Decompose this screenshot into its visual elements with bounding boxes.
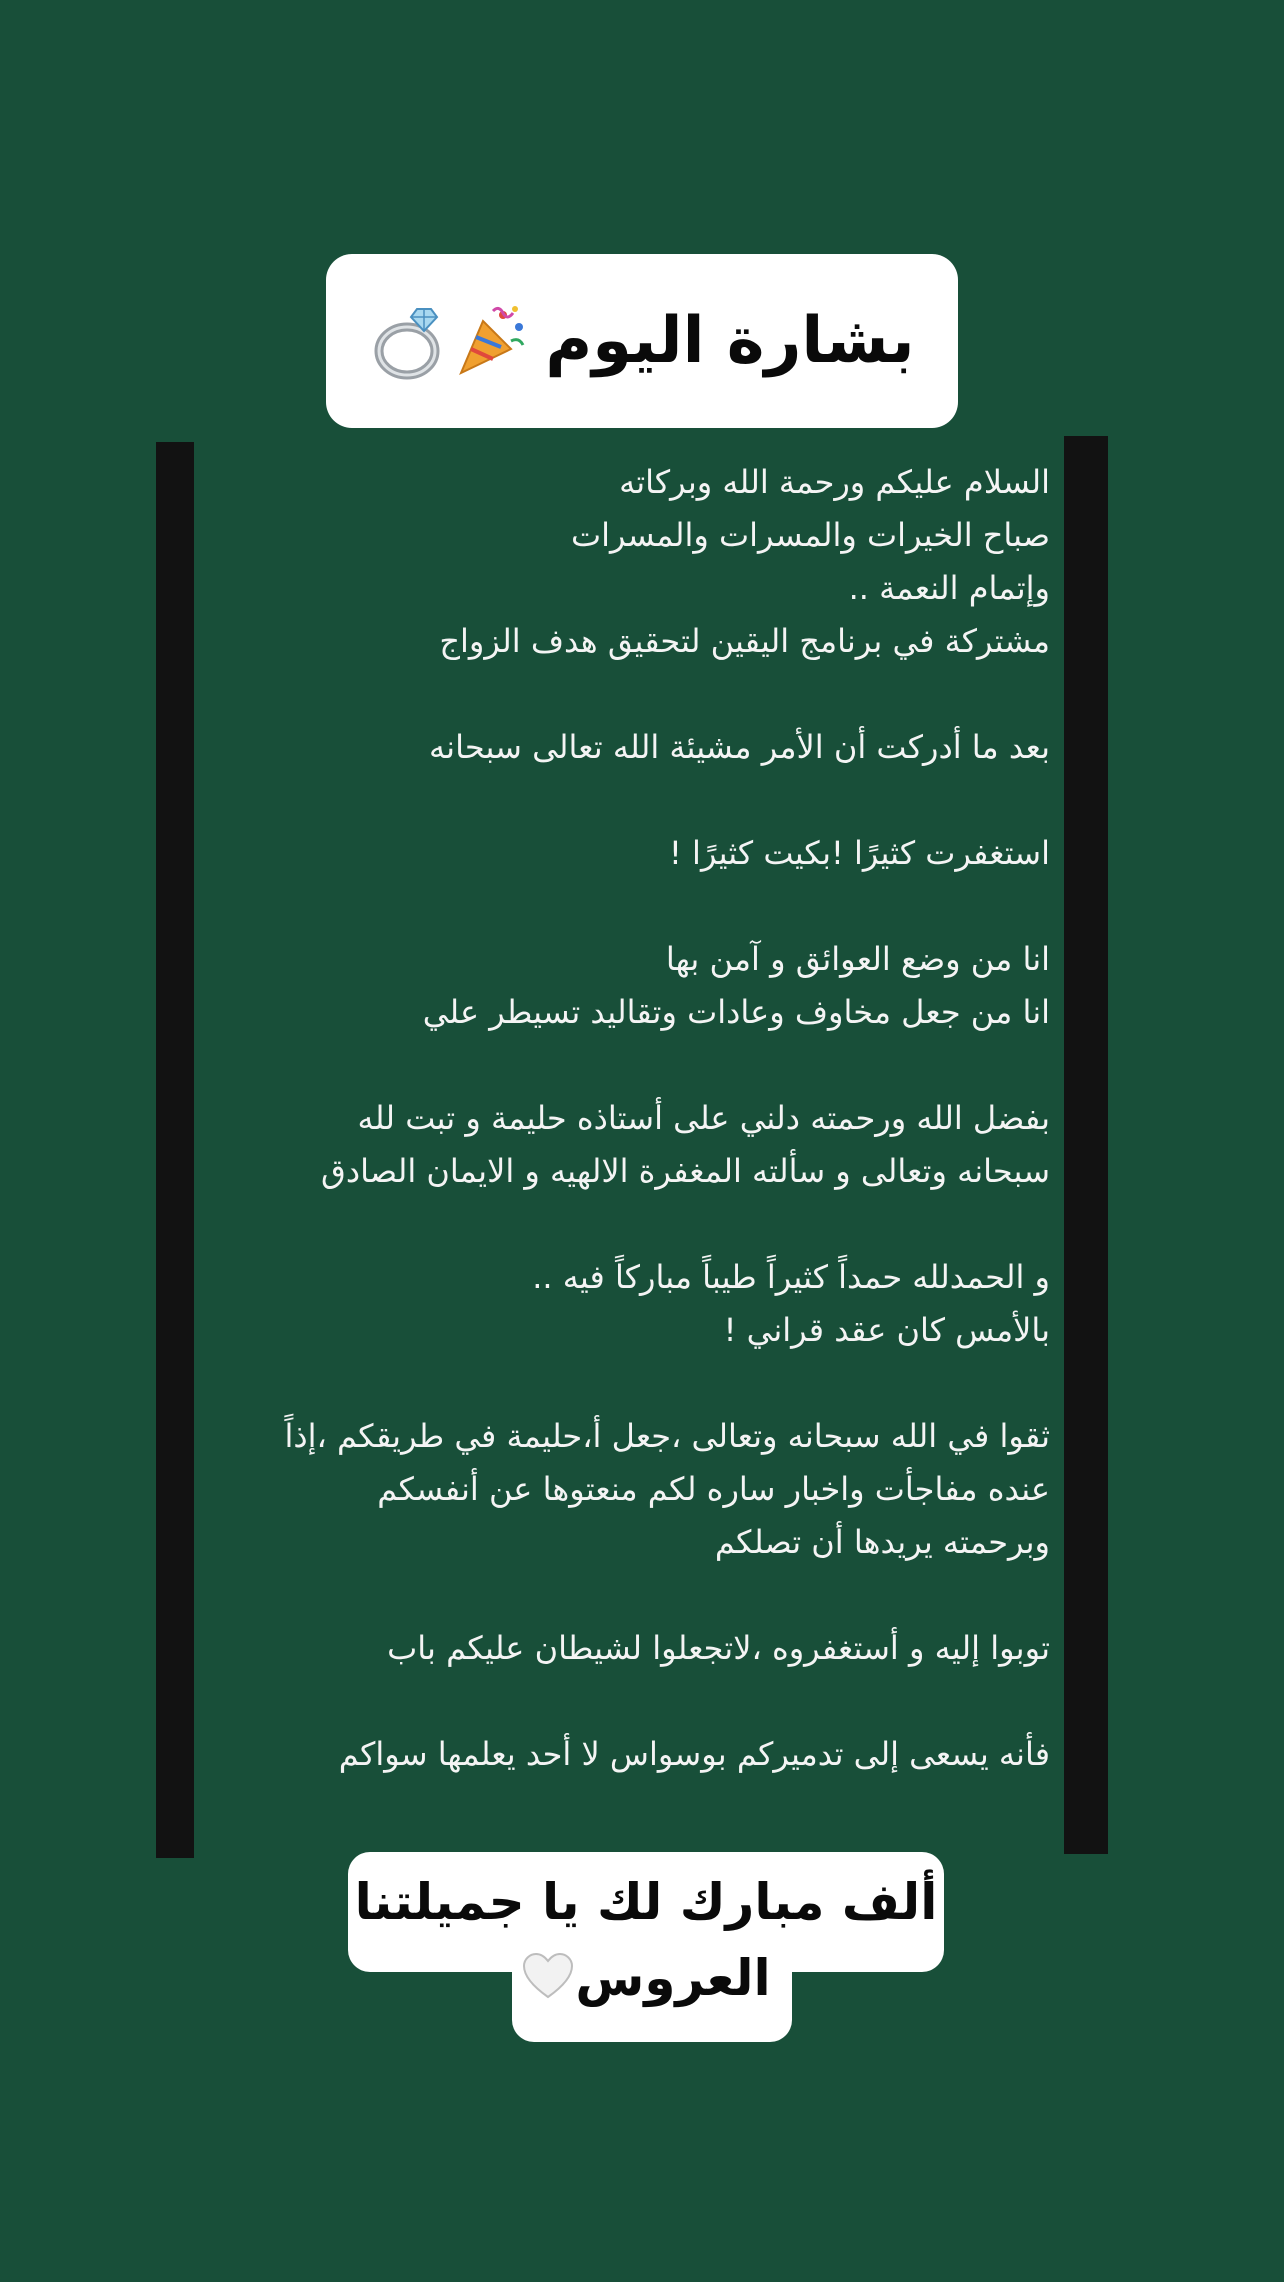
congrats-line-2-wrap — [348, 1940, 944, 2016]
message-spacer — [200, 774, 1050, 827]
message-line: انا من وضع العوائق و آمن بها — [665, 940, 1050, 978]
message-line: سبحانه وتعالى و سألته المغفرة الالهيه و الايمان الصادق — [321, 1152, 1050, 1190]
page-title: بشارة اليوم — [545, 304, 915, 378]
message-line: صباح الخيرات والمسرات والمسرات — [571, 516, 1050, 554]
message-line: استغفرت كثيرًا !بكيت كثيرًا ! — [669, 834, 1050, 872]
message-spacer — [200, 880, 1050, 933]
right-dark-strip — [1064, 436, 1108, 1854]
message-line: و الحمدلله حمداً كثيراً طيباً مباركاً فيه .. — [532, 1258, 1050, 1296]
message-line: بفضل الله ورحمته دلني على أستاذه حليمة و تبت لله — [357, 1099, 1050, 1137]
message-spacer — [200, 1039, 1050, 1092]
message-spacer — [200, 1357, 1050, 1410]
congrats-line-2: العروس — [575, 1949, 771, 2007]
message-spacer — [200, 1675, 1050, 1728]
congrats-message — [348, 1864, 944, 2016]
left-dark-strip — [156, 442, 194, 1858]
ring-icon — [369, 301, 449, 381]
message-line: انا من جعل مخاوف وعادات وتقاليد تسيطر علي — [422, 993, 1050, 1031]
title-emoji-group — [369, 301, 531, 381]
message-line: وبرحمته يريدها أن تصلكم — [714, 1523, 1050, 1561]
message-body — [200, 456, 1050, 1781]
message-spacer — [200, 668, 1050, 721]
message-spacer — [200, 1198, 1050, 1251]
message-line: السلام عليكم ورحمة الله وبركاته — [619, 463, 1050, 501]
message-line: وإتمام النعمة .. — [848, 569, 1050, 607]
message-line: ثقوا في الله سبحانه وتعالى ،جعل أ،حليمة في طريقكم ،إذاً — [284, 1417, 1050, 1455]
message-line: مشتركة في برنامج اليقين لتحقيق هدف الزواج — [439, 622, 1050, 660]
white-heart-icon — [521, 1951, 575, 2001]
congrats-line-1: ألف مبارك لك يا جميلتنا — [354, 1873, 938, 1931]
message-line: فأنه يسعى إلى تدميركم بوسواس لا أحد يعلمها سواكم — [338, 1735, 1050, 1773]
party-popper-icon — [453, 301, 531, 381]
message-line: عنده مفاجأت واخبار ساره لكم منعتوها عن أنفسكم — [377, 1470, 1050, 1508]
message-line: توبوا إليه و أستغفروه ،لاتجعلوا لشيطان عليكم باب — [387, 1629, 1050, 1667]
message-spacer — [200, 1569, 1050, 1622]
message-line: بالأمس كان عقد قراني ! — [723, 1311, 1050, 1349]
title-card — [326, 254, 958, 428]
message-line: بعد ما أدركت أن الأمر مشيئة الله تعالى سبحانه — [429, 728, 1050, 766]
